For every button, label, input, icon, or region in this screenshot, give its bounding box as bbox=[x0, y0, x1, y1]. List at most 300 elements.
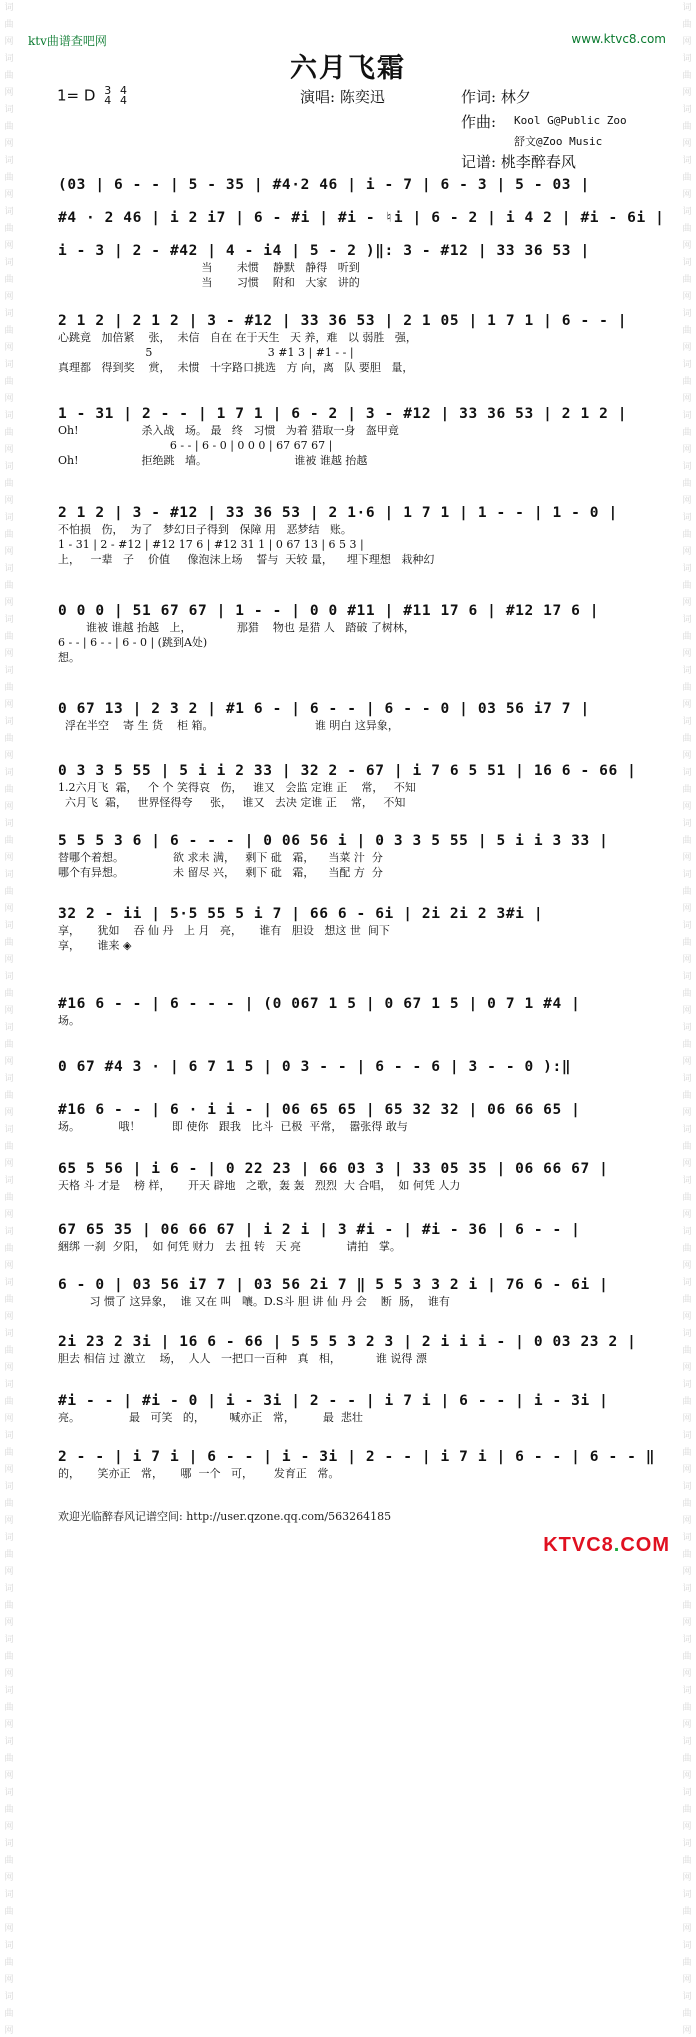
sidebar-watermark-char: 词 bbox=[682, 1992, 692, 2002]
sidebar-watermark-char: 曲 bbox=[4, 1040, 14, 1050]
key-label: 1= D bbox=[57, 86, 96, 105]
sidebar-watermark-char: 词 bbox=[682, 1635, 692, 1645]
sidebar-watermark-char: 网 bbox=[682, 1261, 692, 1271]
sidebar-watermark-char: 网 bbox=[4, 853, 14, 863]
sidebar-watermark-char: 曲 bbox=[682, 1958, 692, 1968]
sidebar-watermark-char: 词 bbox=[682, 921, 692, 931]
sidebar-watermark-char: 词 bbox=[4, 1176, 14, 1186]
sidebar-watermark-char: 网 bbox=[4, 241, 14, 251]
sidebar-watermark-char: 网 bbox=[682, 2026, 692, 2036]
sidebar-watermark-char: 网 bbox=[682, 1516, 692, 1526]
sidebar-watermark-char: 曲 bbox=[682, 1652, 692, 1662]
time-signature-second: 4 4 bbox=[120, 84, 127, 107]
score-system bbox=[58, 995, 634, 1028]
sidebar-watermark-char: 网 bbox=[4, 802, 14, 812]
sidebar-watermark-char: 曲 bbox=[682, 1346, 692, 1356]
sidebar-watermark-char: 网 bbox=[4, 394, 14, 404]
sidebar-watermark-char: 网 bbox=[682, 190, 692, 200]
sidebar-watermark-char: 曲 bbox=[4, 683, 14, 693]
notation-line: 67 65 35 | 06 66 67 | i 2 i | 3 #i - | #i - 36 | 6 - - | bbox=[58, 1222, 581, 1238]
lyric-line: 真理都 得到奖 赏， 未惯 十字路口挑选 方 向，离 队 要胆 量， bbox=[58, 361, 414, 374]
sidebar-watermark-char: 曲 bbox=[682, 1856, 692, 1866]
sidebar-watermark-char: 词 bbox=[682, 462, 692, 472]
sidebar-watermark-char: 网 bbox=[682, 802, 692, 812]
sidebar-watermark-char: 曲 bbox=[4, 1601, 14, 1611]
sidebar-watermark-char: 曲 bbox=[4, 1856, 14, 1866]
sidebar-watermark-char: 网 bbox=[682, 1567, 692, 1577]
sidebar-watermark-char: 词 bbox=[4, 819, 14, 829]
site-url-right: www.ktvc8.com bbox=[571, 32, 666, 46]
sidebar-watermark-char: 网 bbox=[4, 496, 14, 506]
sidebar-watermark-char: 曲 bbox=[682, 938, 692, 948]
notation-line: #16 6 - - | 6 - - - | (0 067 1 5 | 0 67 1 5 | 0 7 1 #4 | bbox=[58, 996, 581, 1012]
lyric-line: 6 - - | 6 - - | 6 - 0 | (跳到A处) bbox=[58, 636, 208, 649]
sidebar-watermark-char: 网 bbox=[4, 1159, 14, 1169]
sidebar-watermark-char: 词 bbox=[682, 3, 692, 13]
sidebar-watermark-char: 词 bbox=[4, 1329, 14, 1339]
sidebar-watermark-char: 网 bbox=[4, 292, 14, 302]
sidebar-watermark-char: 词 bbox=[4, 1227, 14, 1237]
sidebar-watermark-char: 曲 bbox=[682, 1244, 692, 1254]
sidebar-watermark-char: 曲 bbox=[4, 1550, 14, 1560]
score-system bbox=[58, 1392, 634, 1425]
score-system bbox=[58, 176, 634, 194]
sidebar-watermark-char: 词 bbox=[4, 666, 14, 676]
notation-line: 2 - - | i 7 i | 6 - - | i - 3i | 2 - - | i 7 i | 6 - - | 6 - - ‖ bbox=[58, 1449, 656, 1465]
sidebar-watermark-char: 曲 bbox=[4, 938, 14, 948]
lyric-line: 场。 哦！ 即 使你 跟我 比斗 已极 平常， 嚣张得 敢与 bbox=[58, 1120, 408, 1133]
score-system bbox=[58, 504, 634, 567]
sidebar-watermark-char: 网 bbox=[682, 445, 692, 455]
sidebar-watermark-char: 曲 bbox=[682, 836, 692, 846]
sidebar-watermark-char: 网 bbox=[4, 343, 14, 353]
sidebar-watermark-char: 网 bbox=[682, 598, 692, 608]
sidebar-watermark-char: 词 bbox=[4, 462, 14, 472]
sidebar-watermark-char: 词 bbox=[682, 258, 692, 268]
sidebar-watermark-char: 网 bbox=[682, 1312, 692, 1322]
lyric-line: 享， 谁来 ◈ bbox=[58, 939, 132, 952]
sidebar-watermark-char: 曲 bbox=[682, 71, 692, 81]
sidebar-watermark-char: 词 bbox=[682, 1890, 692, 1900]
sidebar-watermark-char: 曲 bbox=[4, 1193, 14, 1203]
sidebar-watermark-char: 词 bbox=[4, 1941, 14, 1951]
sidebar-watermark-char: 曲 bbox=[4, 1244, 14, 1254]
sidebar-watermark-char: 网 bbox=[4, 700, 14, 710]
sidebar-watermark-char: 曲 bbox=[682, 1805, 692, 1815]
sidebar-watermark-char: 词 bbox=[682, 717, 692, 727]
sidebar-watermark-char: 词 bbox=[4, 1890, 14, 1900]
site-name-left: ktv曲谱查吧网 bbox=[28, 34, 107, 48]
notation-line: 5 5 5 3 6 | 6 - - - | 0 06 56 i | 0 3 3 5 55 | 5 i i 3 33 | bbox=[58, 833, 609, 849]
sidebar-watermark-char: 曲 bbox=[4, 479, 14, 489]
sidebar-watermark-char: 词 bbox=[682, 513, 692, 523]
sidebar-watermark-char: 网 bbox=[682, 700, 692, 710]
sidebar-watermark-char: 曲 bbox=[4, 173, 14, 183]
sidebar-watermark-char: 网 bbox=[682, 1363, 692, 1373]
lyric-line: 1.2六月飞 霜， 个 个 笑得哀 伤， 谁又 会监 定谁 正 常， 不知 bbox=[58, 781, 416, 794]
sidebar-watermark-char: 曲 bbox=[4, 1907, 14, 1917]
sidebar-watermark-char: 曲 bbox=[4, 632, 14, 642]
sidebar-watermark-char: 网 bbox=[682, 904, 692, 914]
sidebar-watermark-char: 词 bbox=[4, 870, 14, 880]
sidebar-watermark-char: 网 bbox=[682, 88, 692, 98]
sidebar-watermark-char: 网 bbox=[682, 1006, 692, 1016]
sidebar-watermark-char: 曲 bbox=[682, 173, 692, 183]
sidebar-watermark-char: 网 bbox=[682, 1720, 692, 1730]
sidebar-watermark-char: 网 bbox=[4, 1822, 14, 1832]
sidebar-watermark-char: 词 bbox=[4, 1074, 14, 1084]
song-title: 六月飞霜 bbox=[290, 53, 406, 84]
sidebar-watermark-char: 曲 bbox=[682, 275, 692, 285]
sidebar-watermark-char: 词 bbox=[4, 156, 14, 166]
sidebar-watermark-char: 网 bbox=[4, 445, 14, 455]
sidebar-watermark-char: 网 bbox=[4, 1516, 14, 1526]
sidebar-watermark-char: 网 bbox=[682, 1414, 692, 1424]
sidebar-watermark-char: 词 bbox=[682, 819, 692, 829]
sidebar-watermark-char: 词 bbox=[682, 1431, 692, 1441]
sidebar-watermark-char: 词 bbox=[682, 768, 692, 778]
sidebar-watermark-char: 词 bbox=[4, 1788, 14, 1798]
sidebar-watermark-char: 网 bbox=[4, 547, 14, 557]
sidebar-watermark-char: 网 bbox=[4, 139, 14, 149]
left-watermark-column bbox=[2, 0, 16, 2036]
lyric-line: 亮。 最 可笑 的， 喊亦正 常， 最 悲壮 bbox=[58, 1411, 363, 1424]
sidebar-watermark-char: 网 bbox=[682, 1057, 692, 1067]
sidebar-watermark-char: 网 bbox=[4, 1210, 14, 1220]
notation-line: 0 67 13 | 2 3 2 | #1 6 - | 6 - - | 6 - - 0 | 03 56 i7 7 | bbox=[58, 701, 590, 717]
sidebar-watermark-char: 词 bbox=[682, 1533, 692, 1543]
sidebar-watermark-char: 词 bbox=[682, 207, 692, 217]
lyric-line: 谁被 谁越 抬越 上， 那猎 物也 是猎 人 踏破 了树林， bbox=[58, 621, 415, 634]
notation-line: 2 1 2 | 2 1 2 | 3 - #12 | 33 36 53 | 2 1 05 | 1 7 1 | 6 - - | bbox=[58, 313, 628, 329]
sidebar-watermark-char: 词 bbox=[682, 1839, 692, 1849]
sidebar-watermark-char: 曲 bbox=[4, 1754, 14, 1764]
sidebar-watermark-char: 曲 bbox=[4, 326, 14, 336]
sidebar-watermark-char: 曲 bbox=[4, 428, 14, 438]
sidebar-watermark-char: 曲 bbox=[4, 734, 14, 744]
sidebar-watermark-char: 曲 bbox=[4, 1958, 14, 1968]
sidebar-watermark-char: 曲 bbox=[682, 1142, 692, 1152]
sidebar-watermark-char: 曲 bbox=[682, 479, 692, 489]
sidebar-watermark-char: 曲 bbox=[4, 1499, 14, 1509]
sidebar-watermark-char: 网 bbox=[682, 853, 692, 863]
lyric-line: 替哪个着想。 欲 求未 满， 剩下 砒 霜， 当菜 汁 分 bbox=[58, 851, 383, 864]
sidebar-watermark-char: 词 bbox=[4, 1992, 14, 2002]
notation-line: 32 2 - ii | 5·5 55 5 i 7 | 66 6 - 6i | 2i 2i 2 3#i | bbox=[58, 906, 544, 922]
sidebar-watermark-char: 词 bbox=[682, 1380, 692, 1390]
sidebar-watermark-char: 网 bbox=[4, 1924, 14, 1934]
lyric-line: 心跳竟 加倍紧 张， 未信 自在 在于天生 天 养，难 以 弱胜 强， bbox=[58, 331, 417, 344]
sidebar-watermark-char: 词 bbox=[4, 564, 14, 574]
sidebar-watermark-char: 网 bbox=[682, 394, 692, 404]
singer-credit: 演唱: 陈奕迅 bbox=[300, 88, 385, 106]
score-system bbox=[58, 1160, 634, 1193]
sidebar-watermark-char: 曲 bbox=[682, 683, 692, 693]
sidebar-watermark-char: 曲 bbox=[682, 377, 692, 387]
score-system bbox=[58, 905, 634, 953]
sidebar-watermark-char: 词 bbox=[4, 207, 14, 217]
notation-line: i - 3 | 2 - #42 | 4 - i4 | 5 - 2 )‖: 3 - #12 | 33 36 53 | bbox=[58, 243, 590, 259]
notation-line: 2 1 2 | 3 - #12 | 33 36 53 | 2 1·6 | 1 7 1 | 1 - - | 1 - 0 | bbox=[58, 505, 618, 521]
sidebar-watermark-char: 词 bbox=[4, 1278, 14, 1288]
score-system bbox=[58, 832, 634, 880]
sidebar-watermark-char: 词 bbox=[4, 1584, 14, 1594]
sidebar-watermark-char: 曲 bbox=[4, 581, 14, 591]
sidebar-watermark-char: 曲 bbox=[682, 632, 692, 642]
sidebar-watermark-char: 网 bbox=[682, 751, 692, 761]
sidebar-watermark-char: 词 bbox=[682, 156, 692, 166]
sidebar-watermark-char: 曲 bbox=[4, 1346, 14, 1356]
lyric-line: 胆去 相信 过 激立 场， 人人 一把口一百种 真 相， 谁 说得 漂 bbox=[58, 1352, 427, 1365]
sidebar-watermark-char: 网 bbox=[682, 1159, 692, 1169]
sidebar-watermark-char: 曲 bbox=[4, 377, 14, 387]
right-watermark-column bbox=[680, 0, 694, 2036]
sidebar-watermark-char: 曲 bbox=[682, 734, 692, 744]
sidebar-watermark-char: 曲 bbox=[4, 224, 14, 234]
sidebar-watermark-char: 词 bbox=[4, 1635, 14, 1645]
score-system bbox=[58, 1448, 656, 1481]
lyric-line: Oh! 拒绝跳 墙。 谁被 谁越 抬越 bbox=[58, 454, 368, 467]
score-system bbox=[58, 209, 665, 227]
lyric-line: 的， 笑亦正 常， 哪 一个 可， 发育正 常。 bbox=[58, 1467, 340, 1480]
sidebar-watermark-char: 词 bbox=[682, 1176, 692, 1186]
sidebar-watermark-char: 网 bbox=[682, 241, 692, 251]
lyric-line: Oh! 杀入战 场。 最 终 习惯 为着 猎取一身 盔甲竟 bbox=[58, 424, 399, 437]
sidebar-watermark-char: 词 bbox=[4, 717, 14, 727]
sidebar-watermark-char: 词 bbox=[4, 309, 14, 319]
sidebar-watermark-char: 词 bbox=[4, 3, 14, 13]
sidebar-watermark-char: 曲 bbox=[682, 1193, 692, 1203]
sidebar-watermark-char: 网 bbox=[682, 1771, 692, 1781]
sidebar-watermark-char: 曲 bbox=[4, 1652, 14, 1662]
sidebar-watermark-char: 曲 bbox=[682, 122, 692, 132]
footer-note: 欢迎光临醉春风记谱空间: http://user.qzone.qq.com/563264185 bbox=[58, 1510, 392, 1523]
sidebar-watermark-char: 曲 bbox=[682, 20, 692, 30]
sidebar-watermark-char: 网 bbox=[4, 2026, 14, 2036]
sidebar-watermark-char: 网 bbox=[4, 1669, 14, 1679]
sidebar-watermark-char: 曲 bbox=[682, 1397, 692, 1407]
score-system bbox=[58, 1101, 634, 1134]
notation-line: 0 0 0 | 51 67 67 | 1 - - | 0 0 #11 | #11 17 6 | #12 17 6 | bbox=[58, 603, 600, 619]
lyric-line: 1 - 31 | 2 - #12 | #12 17 6 | #12 31 1 | 0 67 13 | 6 5 3 | bbox=[58, 538, 364, 551]
sidebar-watermark-char: 曲 bbox=[682, 326, 692, 336]
sidebar-watermark-char: 网 bbox=[4, 1108, 14, 1118]
transcriber-credit: 记谱: 桃李醉春风 bbox=[461, 153, 576, 171]
sidebar-watermark-char: 词 bbox=[682, 309, 692, 319]
sidebar-watermark-char: 词 bbox=[682, 564, 692, 574]
sidebar-watermark-char: 曲 bbox=[682, 1754, 692, 1764]
lyric-line: 当 习惯 附和 大家 讲的 bbox=[58, 276, 360, 289]
sidebar-watermark-char: 曲 bbox=[4, 836, 14, 846]
composer-label: 作曲: bbox=[461, 113, 497, 131]
sidebar-watermark-char: 曲 bbox=[682, 1499, 692, 1509]
sidebar-watermark-char: 网 bbox=[682, 955, 692, 965]
score-system bbox=[58, 1276, 634, 1309]
sidebar-watermark-char: 网 bbox=[4, 1771, 14, 1781]
lyric-line: 5 3 #1 3 | #1 - - | bbox=[58, 346, 354, 359]
sidebar-watermark-char: 词 bbox=[4, 972, 14, 982]
notation-line: 0 3 3 5 55 | 5 i i 2 33 | 32 2 - 67 | i 7 6 5 51 | 16 6 - 66 | bbox=[58, 763, 637, 779]
notation-line: 1 - 31 | 2 - - | 1 7 1 | 6 - 2 | 3 - #12 | 33 36 53 | 2 1 2 | bbox=[58, 406, 628, 422]
sidebar-watermark-char: 词 bbox=[4, 411, 14, 421]
lyric-line: 想。 bbox=[58, 651, 80, 664]
sidebar-watermark-char: 曲 bbox=[682, 1907, 692, 1917]
sidebar-watermark-char: 词 bbox=[4, 1125, 14, 1135]
sidebar-watermark-char: 网 bbox=[682, 292, 692, 302]
notation-line: 0 67 #4 3 · | 6 7 1 5 | 0 3 - - | 6 - - 6 | 3 - - 0 ):‖ bbox=[58, 1059, 572, 1075]
lyricist-credit: 作词: 林夕 bbox=[461, 88, 531, 106]
score-system bbox=[58, 405, 634, 468]
sidebar-watermark-char: 词 bbox=[682, 972, 692, 982]
sidebar-watermark-char: 词 bbox=[4, 1431, 14, 1441]
sidebar-watermark-char: 网 bbox=[4, 904, 14, 914]
sidebar-watermark-char: 网 bbox=[4, 190, 14, 200]
sidebar-watermark-char: 网 bbox=[4, 1261, 14, 1271]
sidebar-watermark-char: 网 bbox=[682, 139, 692, 149]
lyric-line: 浮在半空 寄 生 货 柜 箱。 谁 明白 这异象， bbox=[58, 719, 399, 732]
sidebar-watermark-char: 词 bbox=[682, 1482, 692, 1492]
sidebar-watermark-char: 网 bbox=[682, 649, 692, 659]
sidebar-watermark-char: 词 bbox=[682, 1329, 692, 1339]
sidebar-watermark-char: 曲 bbox=[4, 1142, 14, 1152]
sidebar-watermark-char: 网 bbox=[682, 1924, 692, 1934]
score-system bbox=[58, 762, 637, 810]
sidebar-watermark-char: 词 bbox=[682, 105, 692, 115]
composer-credit-2: 舒文@Zoo Music bbox=[514, 135, 603, 148]
sidebar-watermark-char: 网 bbox=[4, 88, 14, 98]
sidebar-watermark-char: 词 bbox=[682, 1686, 692, 1696]
sidebar-watermark-char: 词 bbox=[682, 1737, 692, 1747]
sidebar-watermark-char: 网 bbox=[4, 955, 14, 965]
sidebar-watermark-char: 网 bbox=[682, 496, 692, 506]
sidebar-watermark-char: 网 bbox=[682, 1873, 692, 1883]
sidebar-watermark-char: 词 bbox=[4, 54, 14, 64]
sidebar-watermark-char: 网 bbox=[4, 751, 14, 761]
sidebar-watermark-char: 网 bbox=[4, 1057, 14, 1067]
sidebar-watermark-char: 曲 bbox=[682, 1448, 692, 1458]
sidebar-watermark-char: 曲 bbox=[682, 1550, 692, 1560]
lyric-line: 不怕损 伤， 为了 梦幻日子得到 保障 用 恶梦结 账。 bbox=[58, 523, 352, 536]
sidebar-watermark-char: 曲 bbox=[682, 989, 692, 999]
sidebar-watermark-char: 网 bbox=[4, 1720, 14, 1730]
sidebar-watermark-char: 词 bbox=[4, 258, 14, 268]
sidebar-watermark-char: 曲 bbox=[682, 887, 692, 897]
score-system bbox=[58, 312, 634, 375]
sidebar-watermark-char: 词 bbox=[4, 360, 14, 370]
score-system bbox=[58, 242, 634, 290]
sidebar-watermark-char: 曲 bbox=[4, 122, 14, 132]
sidebar-watermark-char: 曲 bbox=[4, 785, 14, 795]
sidebar-watermark-char: 曲 bbox=[4, 275, 14, 285]
lyric-line: 6 - - | 6 - 0 | 0 0 0 | 67 67 67 | bbox=[58, 439, 333, 452]
score-system bbox=[58, 602, 634, 665]
sidebar-watermark-char: 曲 bbox=[682, 2009, 692, 2019]
sidebar-watermark-char: 词 bbox=[682, 615, 692, 625]
sidebar-watermark-char: 词 bbox=[682, 1941, 692, 1951]
key-signature bbox=[57, 86, 127, 106]
sidebar-watermark-char: 曲 bbox=[682, 1703, 692, 1713]
sidebar-watermark-char: 曲 bbox=[682, 224, 692, 234]
time-signature-first: 3 4 bbox=[104, 84, 112, 107]
sidebar-watermark-char: 网 bbox=[4, 1618, 14, 1628]
sidebar-watermark-char: 词 bbox=[682, 1023, 692, 1033]
notation-line: 2i 23 2 3i | 16 6 - 66 | 5 5 5 3 2 3 | 2 i i i - | 0 03 23 2 | bbox=[58, 1334, 637, 1350]
sidebar-watermark-char: 曲 bbox=[4, 2009, 14, 2019]
sidebar-watermark-char: 曲 bbox=[4, 1397, 14, 1407]
score-system bbox=[58, 1221, 634, 1254]
sidebar-watermark-char: 词 bbox=[682, 360, 692, 370]
sidebar-watermark-char: 网 bbox=[682, 1975, 692, 1985]
sidebar-watermark-char: 网 bbox=[682, 37, 692, 47]
sidebar-watermark-char: 词 bbox=[4, 513, 14, 523]
sidebar-watermark-char: 曲 bbox=[4, 530, 14, 540]
sidebar-watermark-char: 词 bbox=[4, 1380, 14, 1390]
sidebar-watermark-char: 词 bbox=[4, 105, 14, 115]
sidebar-watermark-char: 词 bbox=[682, 54, 692, 64]
sidebar-watermark-char: 网 bbox=[4, 1873, 14, 1883]
sidebar-watermark-char: 曲 bbox=[682, 1295, 692, 1305]
sidebar-watermark-char: 网 bbox=[682, 1465, 692, 1475]
sidebar-watermark-char: 曲 bbox=[682, 1091, 692, 1101]
sidebar-watermark-char: 网 bbox=[4, 1312, 14, 1322]
sidebar-watermark-char: 网 bbox=[4, 1006, 14, 1016]
notation-line: #4 · 2 46 | i 2 i7 | 6 - #i | #i - ♮i | 6 - 2 | i 4 2 | #i - 6i | bbox=[58, 210, 665, 226]
sidebar-watermark-char: 词 bbox=[4, 1023, 14, 1033]
sidebar-watermark-char: 词 bbox=[4, 615, 14, 625]
sidebar-watermark-char: 曲 bbox=[4, 1805, 14, 1815]
sidebar-watermark-char: 网 bbox=[4, 37, 14, 47]
sidebar-watermark-char: 词 bbox=[682, 411, 692, 421]
sidebar-watermark-char: 曲 bbox=[4, 1091, 14, 1101]
sidebar-watermark-char: 网 bbox=[4, 1363, 14, 1373]
sidebar-watermark-char: 曲 bbox=[682, 785, 692, 795]
sidebar-watermark-char: 词 bbox=[682, 1227, 692, 1237]
sidebar-watermark-char: 网 bbox=[4, 1975, 14, 1985]
lyric-line: 上， 一辈 子 价值 像泡沫上场 誓与 天较 量， 埋下理想 栽种幻 bbox=[58, 553, 435, 566]
sidebar-watermark-char: 词 bbox=[4, 1482, 14, 1492]
sidebar-watermark-char: 曲 bbox=[682, 1601, 692, 1611]
lyric-line: 哪个有异想。 未 留尽 兴， 剩下 砒 霜， 当配 方 分 bbox=[58, 866, 383, 879]
lyric-line: 享， 犹如 吞 仙 丹 上 月 亮， 谁有 胆设 想这 世 间下 bbox=[58, 924, 390, 937]
sidebar-watermark-char: 网 bbox=[4, 598, 14, 608]
sidebar-watermark-char: 词 bbox=[4, 768, 14, 778]
ktvc8-watermark-logo: KTVC8.COM bbox=[543, 1534, 670, 1556]
sidebar-watermark-char: 词 bbox=[4, 1533, 14, 1543]
sidebar-watermark-char: 网 bbox=[682, 1108, 692, 1118]
sidebar-watermark-char: 曲 bbox=[682, 581, 692, 591]
notation-line: 65 5 56 | i 6 - | 0 22 23 | 66 03 3 | 33 05 35 | 06 66 67 | bbox=[58, 1161, 609, 1177]
sidebar-watermark-char: 网 bbox=[682, 1669, 692, 1679]
sidebar-watermark-char: 词 bbox=[682, 1788, 692, 1798]
sidebar-watermark-char: 网 bbox=[682, 1618, 692, 1628]
sidebar-watermark-char: 曲 bbox=[4, 71, 14, 81]
notation-line: #i - - | #i - 0 | i - 3i | 2 - - | i 7 i | 6 - - | i - 3i | bbox=[58, 1393, 609, 1409]
sidebar-watermark-char: 网 bbox=[682, 343, 692, 353]
notation-line: 6 - 0 | 03 56 i7 7 | 03 56 2i 7 ‖ 5 5 3 3 2 i | 76 6 - 6i | bbox=[58, 1277, 609, 1293]
sidebar-watermark-char: 曲 bbox=[682, 530, 692, 540]
sidebar-watermark-char: 网 bbox=[4, 1465, 14, 1475]
score-system bbox=[58, 1058, 634, 1076]
sidebar-watermark-char: 词 bbox=[682, 870, 692, 880]
sidebar-watermark-char: 曲 bbox=[4, 20, 14, 30]
sidebar-watermark-char: 曲 bbox=[4, 1295, 14, 1305]
composer-credit-1: Kool G@Public Zoo bbox=[514, 114, 627, 127]
sidebar-watermark-char: 词 bbox=[682, 1074, 692, 1084]
sidebar-watermark-char: 曲 bbox=[4, 989, 14, 999]
sidebar-watermark-char: 曲 bbox=[4, 1703, 14, 1713]
sidebar-watermark-char: 网 bbox=[4, 649, 14, 659]
sidebar-watermark-char: 词 bbox=[4, 1686, 14, 1696]
